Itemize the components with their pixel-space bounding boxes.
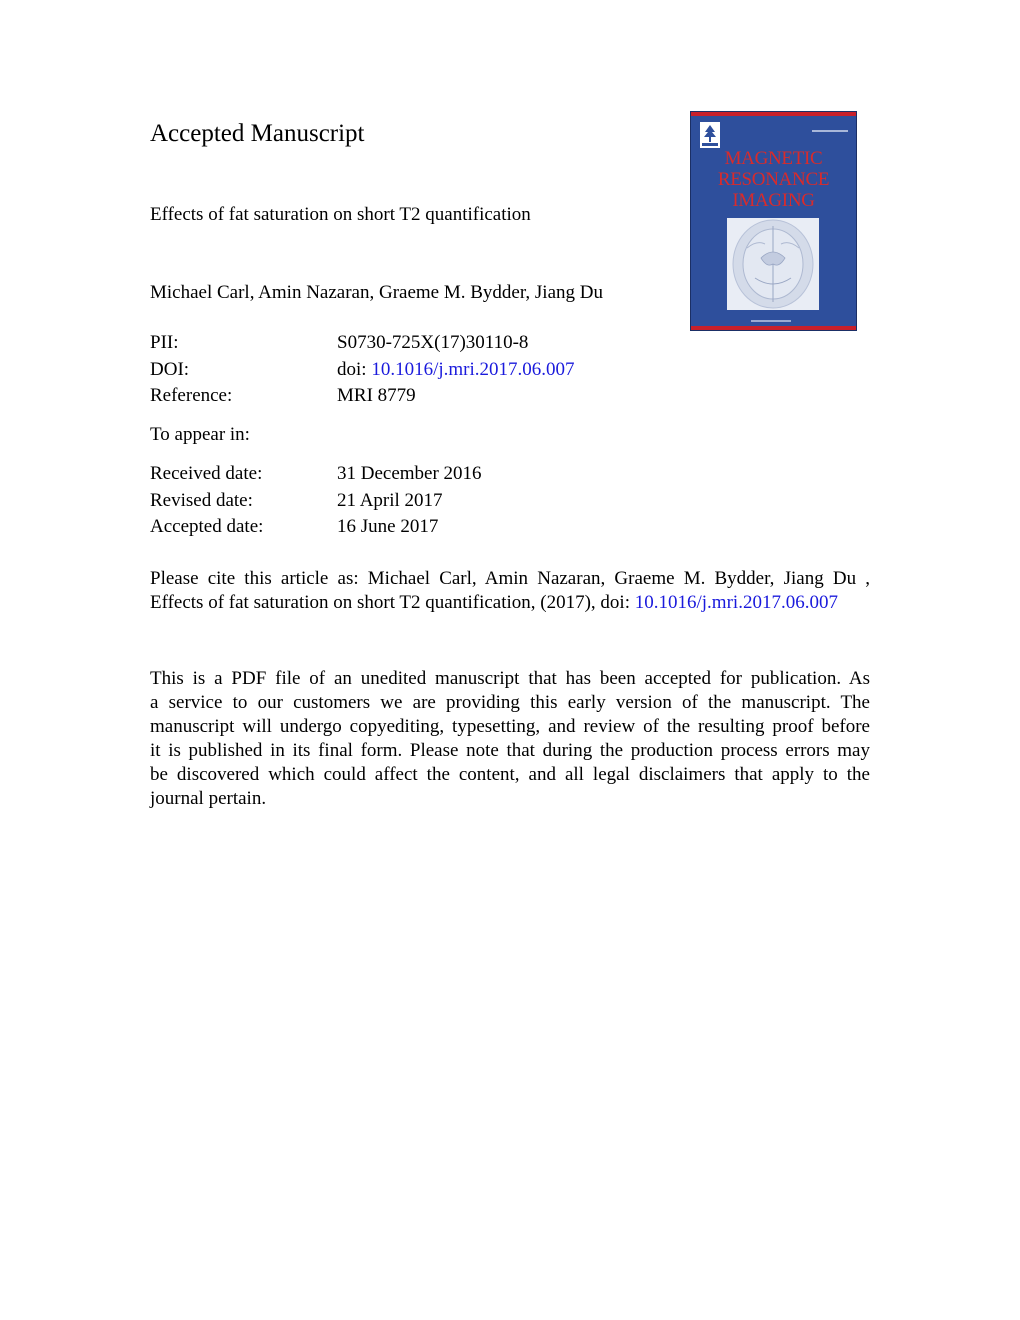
disclaimer-line: a service to our customers we are providing this early version of the manuscript. The	[150, 692, 870, 713]
revised-date-label: Revised date:	[150, 490, 253, 511]
cover-issue-marking	[812, 130, 848, 132]
disclaimer-line: journal pertain.	[150, 788, 267, 809]
disclaimer-paragraph	[150, 667, 870, 811]
doi-label: DOI:	[150, 359, 190, 380]
received-date-value: 31 December 2016	[337, 463, 482, 484]
doi-link[interactable]: 10.1016/j.mri.2017.06.007	[371, 359, 575, 380]
journal-title	[691, 148, 856, 211]
citation-block	[150, 567, 870, 615]
brain-scan-image	[727, 218, 819, 310]
received-date-label: Received date:	[150, 463, 263, 484]
journal-title-line: RESONANCE	[717, 169, 830, 190]
cover-bottom-stripe	[691, 326, 856, 330]
citation-doi-link[interactable]: 10.1016/j.mri.2017.06.007	[634, 592, 838, 613]
reference-label: Reference:	[150, 385, 233, 406]
reference-value: MRI 8779	[337, 385, 416, 406]
page-heading: Accepted Manuscript	[150, 120, 365, 147]
doi-prefix: doi:	[337, 359, 372, 380]
citation-line: Please cite this article as: Michael Carl, Amin Nazaran, Graeme M. Bydder, Jiang Du ,	[150, 568, 870, 589]
accepted-date-value: 16 June 2017	[337, 516, 439, 537]
citation-text: Effects of fat saturation on short T2 quantification, (2017), doi:	[150, 592, 635, 613]
journal-title-line: IMAGING	[732, 190, 815, 211]
citation-line	[150, 591, 870, 615]
disclaimer-line: manuscript will undergo copyediting, typesetting, and review of the resulting proof before	[150, 716, 870, 737]
cover-footer-marking	[751, 320, 791, 322]
disclaimer-line: This is a PDF file of an unedited manuscript that has been accepted for publication. As	[150, 668, 870, 689]
pii-value: S0730-725X(17)30110-8	[337, 332, 529, 353]
article-title: Effects of fat saturation on short T2 quantification	[150, 204, 531, 225]
revised-date-value: 21 April 2017	[337, 490, 443, 511]
cover-top-stripe	[691, 112, 856, 116]
journal-cover-image	[690, 111, 857, 331]
journal-title-line: MAGNETIC	[724, 148, 823, 169]
publisher-logo-icon	[700, 122, 720, 148]
pii-label: PII:	[150, 332, 179, 353]
author-list: Michael Carl, Amin Nazaran, Graeme M. Bydder, Jiang Du	[150, 282, 603, 303]
appear-in-label: To appear in:	[150, 424, 250, 445]
accepted-date-label: Accepted date:	[150, 516, 264, 537]
doi-value	[337, 358, 575, 382]
disclaimer-line: be discovered which could affect the content, and all legal disclaimers that apply to the	[150, 764, 870, 785]
disclaimer-line: it is published in its final form. Please note that during the production process errors may	[150, 740, 870, 761]
